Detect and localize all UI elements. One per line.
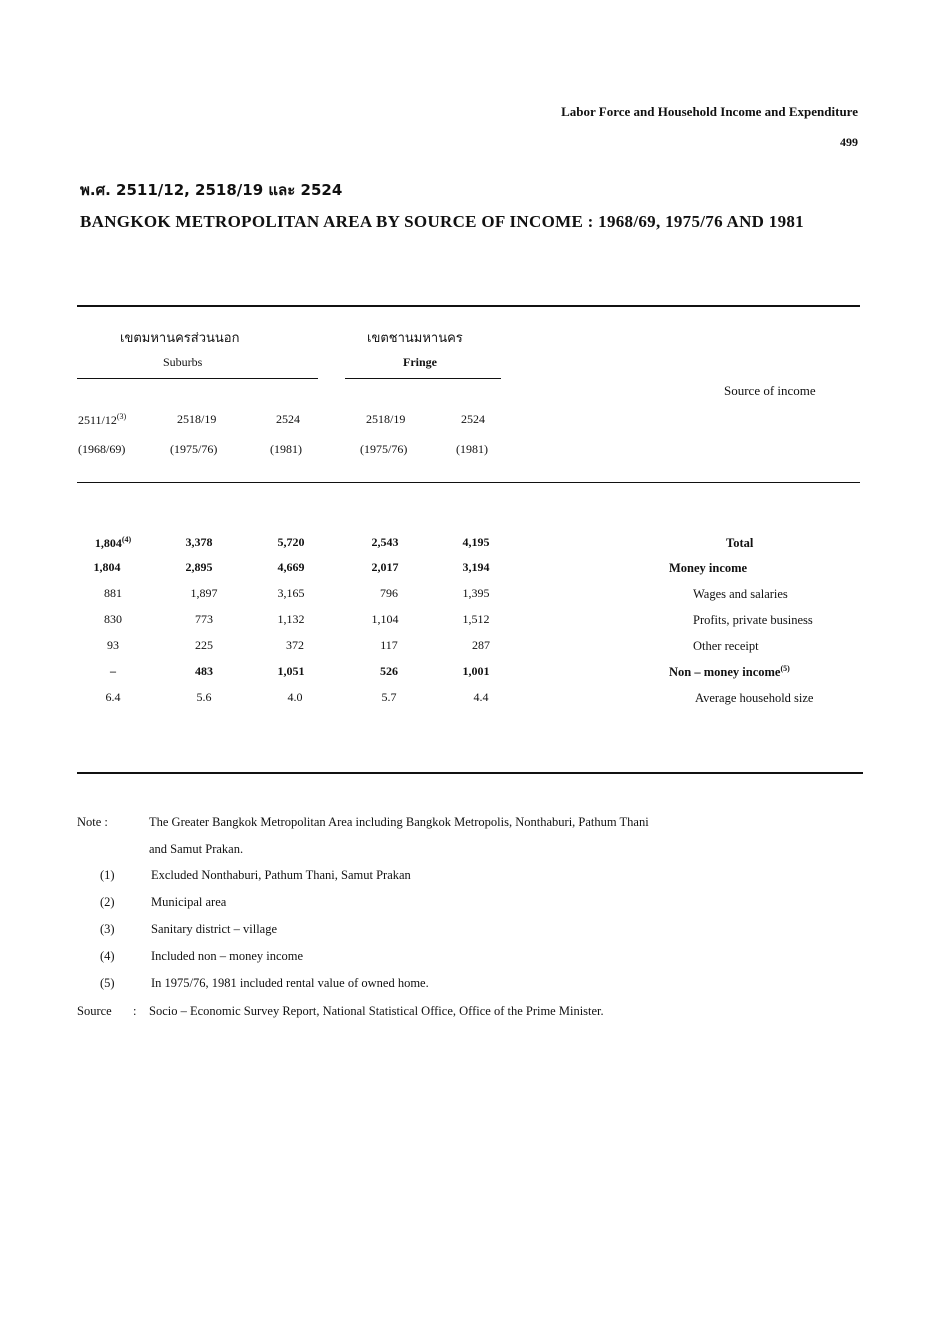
note-label: Note :: [77, 815, 108, 829]
col-1-alt-year: (1968/69): [78, 442, 126, 456]
english-title: BANGKOK METROPOLITAN AREA BY SOURCE OF INCOME : 1968/69, 1975/76 AND 1981: [80, 212, 804, 231]
table-cell: 1,897: [190, 586, 218, 600]
footnote-text: Excluded Nonthaburi, Pathum Thani, Samut Prakan: [151, 868, 411, 882]
source-text: Socio – Economic Survey Report, National Statistical Office, Office of the Prime Minister.: [149, 1004, 604, 1018]
table-cell: 2,543: [371, 535, 399, 549]
table-cell: 225: [195, 638, 213, 652]
table-cell: 117: [380, 638, 398, 652]
note-text-line-2: and Samut Prakan.: [149, 842, 244, 856]
table-cell: 1,051: [277, 664, 305, 678]
table-cell: 1,395: [462, 586, 490, 600]
table-cell: 4,669: [277, 560, 305, 574]
table-cell: 526: [380, 664, 398, 678]
table-cell: 4,195: [462, 535, 490, 549]
table-cell: 483: [195, 664, 213, 678]
row-label-other-receipt: Other receipt: [693, 639, 759, 653]
footnote-number: (2): [100, 895, 115, 909]
table-cell: 372: [286, 638, 304, 652]
table-cell: 2,017: [371, 560, 399, 574]
header-bottom-rule: [77, 482, 860, 483]
thai-title: พ.ศ. 2511/12, 2518/19 และ 2524: [80, 181, 343, 199]
table-cell: 5.7: [381, 690, 397, 704]
suburbs-thai-header: เขตมหานครส่วนนอก: [120, 331, 240, 346]
row-label-total: Total: [726, 536, 754, 550]
table-cell: 4.4: [473, 690, 489, 704]
table-cell: 1,132: [277, 612, 305, 626]
col-1-year: 2511/12$^{(3)}$: [78, 412, 127, 427]
footnote-number: (1): [100, 868, 115, 882]
col-4-alt-year: (1975/76): [360, 442, 408, 456]
row-label-household-size: Average household size: [695, 691, 814, 705]
table-cell: 93: [107, 638, 119, 652]
row-label-wages: Wages and salaries: [693, 587, 788, 601]
fringe-header: Fringe: [403, 355, 437, 369]
table-cell: 3,378: [185, 535, 213, 549]
col-3-alt-year: (1981): [270, 442, 302, 456]
note-text-line-1: The Greater Bangkok Metropolitan Area including Bangkok Metropolis, Nonthaburi, Pathum Thani: [149, 815, 649, 829]
table-cell: 5.6: [196, 690, 212, 704]
row-label-money-income: Money income: [669, 561, 748, 575]
table-cell: 1,104: [371, 612, 399, 626]
source-of-income-header: Source of income: [724, 383, 816, 398]
footnote-text: Included non – money income: [151, 949, 304, 963]
table-cell: 287: [472, 638, 490, 652]
row-label-profits: Profits, private business: [693, 613, 813, 627]
fringe-underline: [345, 378, 501, 379]
table-cell: 1,512: [462, 612, 490, 626]
col-2-alt-year: (1975/76): [170, 442, 218, 456]
table-cell: 6.4: [105, 690, 121, 704]
footnote-number: (5): [100, 976, 115, 990]
page-number: 499: [840, 135, 858, 149]
source-colon: :: [133, 1004, 137, 1018]
source-label: Source: [77, 1004, 112, 1018]
col-5-alt-year: (1981): [456, 442, 488, 456]
col-4-year: 2518/19: [366, 412, 406, 426]
table-cell: 1,001: [462, 664, 490, 678]
footnote-text: In 1975/76, 1981 included rental value of owned home.: [151, 976, 429, 990]
footnote-number: (3): [100, 922, 115, 936]
col-3-year: 2524: [276, 412, 300, 426]
footnote-text: Sanitary district – village: [151, 922, 278, 936]
table-cell: 830: [104, 612, 122, 626]
table-cell: 1,804: [93, 560, 121, 574]
table-cell: 1,804$^{(4)}$: [94, 535, 132, 550]
suburbs-underline: [77, 378, 318, 379]
table-cell: 773: [195, 612, 213, 626]
row-label-non-money-income: Non – money income$^{(5)}$: [669, 664, 790, 680]
running-head: Labor Force and Household Income and Expenditure: [561, 104, 858, 119]
col-2-year: 2518/19: [177, 412, 217, 426]
fringe-thai-header: เขตชานมหานคร: [367, 331, 463, 346]
table-cell: 5,720: [277, 535, 305, 549]
table-cell: 881: [104, 586, 122, 600]
table-cell: 3,165: [277, 586, 305, 600]
footnote-number: (4): [100, 949, 115, 963]
table-cell: 4.0: [287, 690, 303, 704]
table-cell: 796: [380, 586, 398, 600]
col-5-year: 2524: [461, 412, 485, 426]
table-top-rule: [77, 305, 860, 307]
table-cell: 3,194: [462, 560, 490, 574]
footnote-text: Municipal area: [151, 895, 227, 909]
table-cell: 2,895: [185, 560, 213, 574]
table-cell: –: [110, 664, 116, 678]
suburbs-header: Suburbs: [163, 355, 203, 369]
table-bottom-rule: [77, 772, 863, 774]
